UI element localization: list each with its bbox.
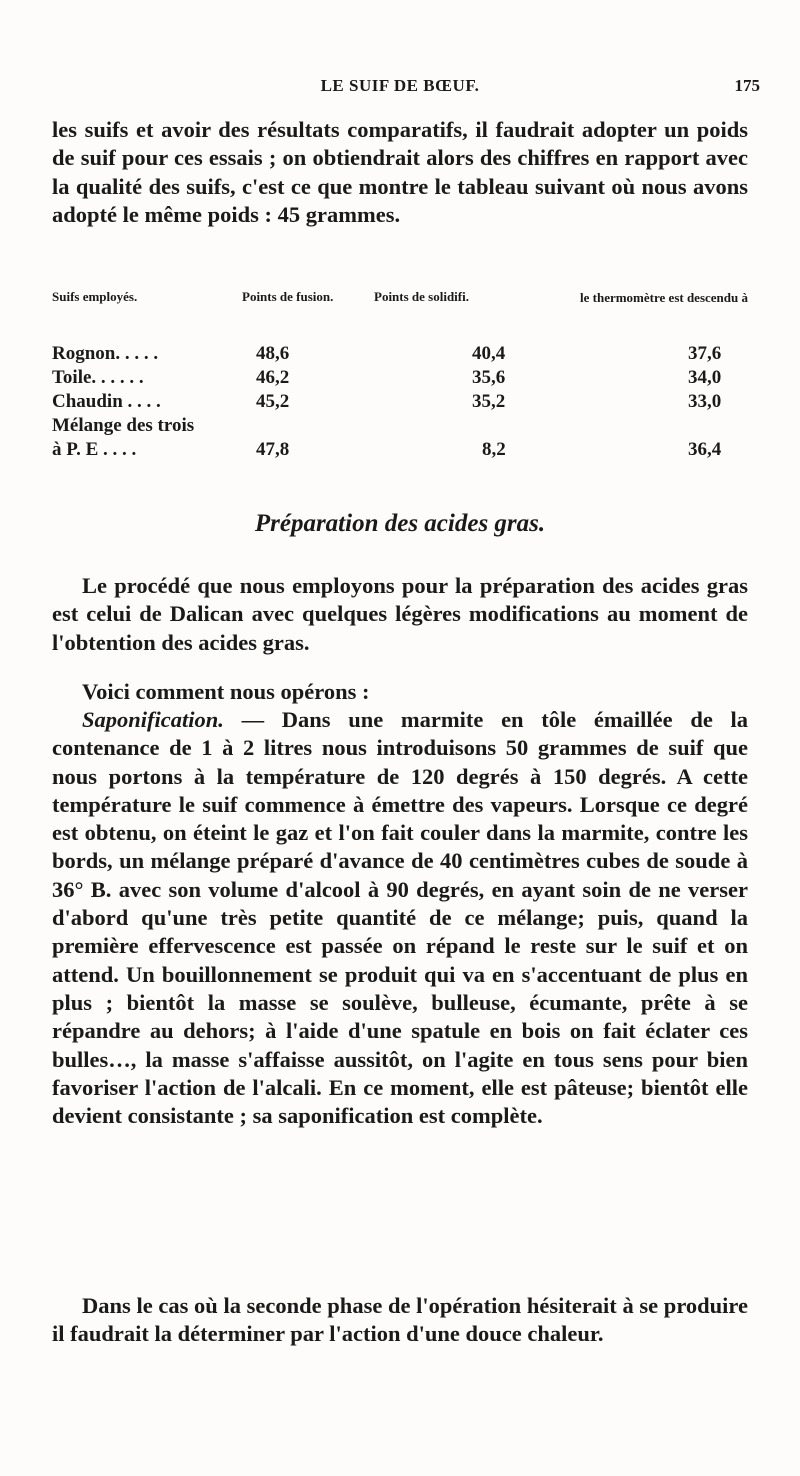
page-number: 175 [734, 76, 760, 95]
row-name: Rognon. . . . . [52, 343, 159, 364]
header-thermometre: le thermomètre est descendu à [580, 290, 748, 305]
paragraph-procede: Le procédé que nous employons pour la préparation des acides gras est celui de Dalican avec quelques légères modifications au moment de l'obtention des acides gras. [52, 573, 748, 655]
intro-paragraph: les suifs et avoir des résultats comparatifs, il faudrait adopter un poids de suif pour ces essais ; on obtiendrait alors des chiffres en rapport avec la qualité des suifs, c'est ce que montre le tableau suivant où nous avons adopté le même poids : 45 grammes. [52, 117, 748, 227]
table-row-label [52, 415, 748, 439]
row-solidification: 35,2 [472, 391, 506, 412]
header-fusion: Points de fusion. [242, 289, 334, 304]
row-fusion: 47,8 [256, 439, 290, 460]
row-fusion: 48,6 [256, 343, 290, 364]
paragraph-seconde-phase: Dans le cas où la seconde phase de l'opération hésiterait à se produire il faudrait la déterminer par l'action d'une douce chaleur. [52, 1293, 748, 1347]
table-row [52, 367, 748, 391]
paragraph-saponification [52, 706, 748, 1130]
row-solidification: 40,4 [472, 343, 506, 364]
row-name-line1: Mélange des trois [52, 415, 195, 436]
row-name: Chaudin . . . . [52, 391, 161, 412]
row-name-line2: à P. E . . . . [52, 439, 137, 460]
header-solidification: Points de solidifi. [374, 289, 469, 304]
header-suifs: Suifs employés. [52, 289, 138, 304]
row-thermometre: 34,0 [688, 367, 722, 388]
saponification-title: Saponification. [82, 707, 224, 732]
row-thermometre: 37,6 [688, 343, 722, 364]
section-title: Préparation des acides gras. [254, 510, 546, 537]
paragraph-voici: Voici comment nous opérons : [82, 679, 370, 704]
saponification-body: — Dans une marmite en tôle émaillée de la contenance de 1 à 2 litres nous introduisons 50 grammes de suif que nous portons à la température de 120 degrés à 150 degrés. A cette température le suif commence à émettre des vapeurs. Lorsque ce degré est obtenu, on éteint le gaz et l'on fait couler dans la marmite, contre les bords, un mélange préparé d'avance de 40 centimètres cubes de soude à 36° B. avec son volume d'alcool à 90 degrés, en ayant soin de ne verser d'abord qu'une très petite quantité de ce mélange; puis, quand la première effervescence est passée on répand le reste sur le suif et on attend. Un bouillonnement se produit qui va en s'accentuant de plus en plus ; bientôt la masse se soulève, bulleuse, écumante, prête à se répandre au dehors; à l'aide d'une spatule en bois on fait éclater ces bulles…, la masse s'affaisse aussitôt, on l'agite en tous sens pour bien favoriser l'action de l'alcali. En ce moment, elle est pâteuse; bientôt elle devient consistante ; sa saponification est complète. [52, 707, 748, 1129]
table-row [52, 391, 748, 415]
table-row [52, 439, 748, 463]
running-head [0, 76, 800, 104]
row-solidification: 35,6 [472, 367, 506, 388]
row-thermometre: 33,0 [688, 391, 722, 412]
row-solidification: 8,2 [482, 439, 506, 460]
running-title: LE SUIF DE BŒUF. [320, 76, 480, 95]
row-thermometre: 36,4 [688, 439, 722, 460]
table-row [52, 343, 748, 367]
row-fusion: 45,2 [256, 391, 290, 412]
row-name: Toile. . . . . . [52, 367, 144, 388]
row-fusion: 46,2 [256, 367, 290, 388]
